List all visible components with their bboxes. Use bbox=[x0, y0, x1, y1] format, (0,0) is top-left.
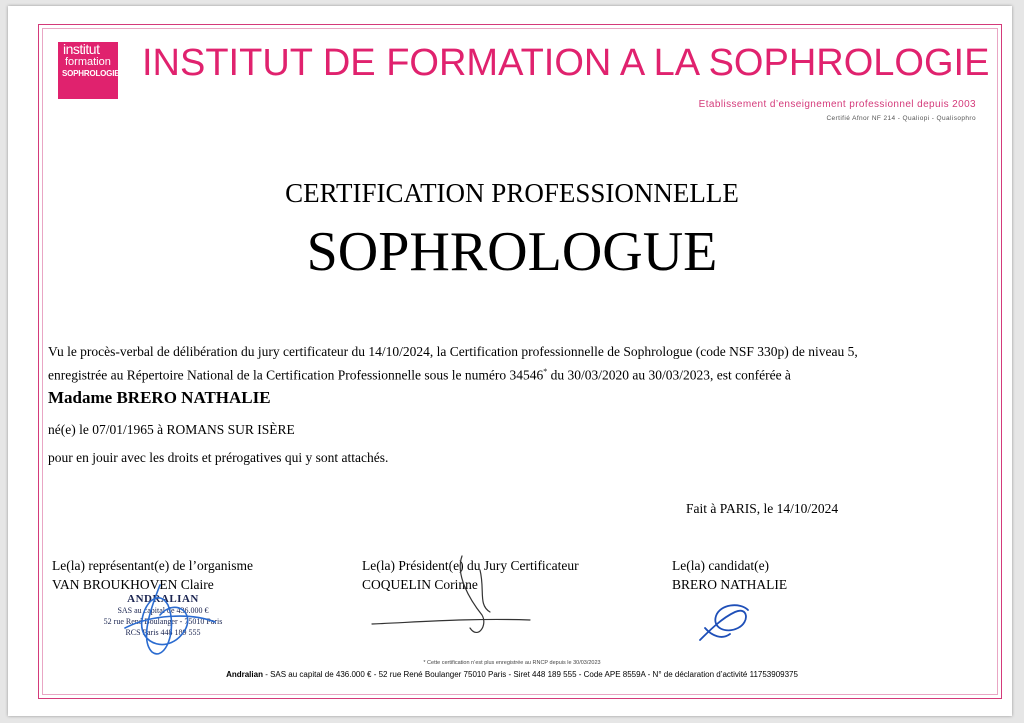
institute-subtitle: Etablissement d’enseignement professionnel depuis 2003 bbox=[698, 99, 976, 110]
body-line-2b: du 30/03/2020 au 30/03/2023, est conférée à bbox=[547, 367, 791, 383]
logo-text-sophrologie: SOPHROLOGIE bbox=[62, 69, 120, 78]
certificate-title: SOPHROLOGUE bbox=[306, 221, 718, 283]
footer-company: Andralian bbox=[226, 670, 263, 679]
signature-jury-president bbox=[372, 556, 530, 632]
company-footer bbox=[0, 670, 1024, 679]
stamp-rcs: RCS Paris 448 189 555 bbox=[125, 628, 201, 637]
logo-text-formation: formation bbox=[65, 56, 111, 68]
logo-text-institut: institut bbox=[63, 41, 100, 57]
body-line-2a: enregistrée au Répertoire National de la Certification Professionnelle sous le numéro 34546 bbox=[48, 367, 544, 383]
place-date: Fait à PARIS, le 14/10/2024 bbox=[686, 501, 839, 516]
certificate-type: CERTIFICATION PROFESSIONNELLE bbox=[285, 178, 739, 208]
signature-role: Le(la) représentant(e) de l’organisme bbox=[52, 558, 254, 573]
footnote-marker: * bbox=[543, 367, 548, 376]
stamp-address: 52 rue René Boulanger - 75010 Paris bbox=[103, 617, 223, 626]
signature-role: Le(la) Président(e) du Jury Certificateur bbox=[362, 558, 579, 573]
footer-details: - SAS au capital de 436.000 € - 52 rue René Boulanger 75010 Paris - Siret 448 189 555 - Code APE 8559A - N° de déclaration d’activité 11753909375 bbox=[262, 670, 798, 679]
signature-name: COQUELIN Corinne bbox=[362, 577, 478, 592]
signature-role: Le(la) candidat(e) bbox=[672, 558, 770, 573]
rncp-footnote: * Cette certification n’est plus enregistrée au RNCP depuis le 30/03/2023 bbox=[423, 660, 601, 666]
signature-name: BRERO NATHALIE bbox=[672, 577, 788, 592]
signature-candidate bbox=[700, 605, 748, 640]
rights-statement: pour en jouir avec les droits et prérogatives qui y sont attachés. bbox=[48, 450, 389, 465]
signature-representative bbox=[125, 585, 215, 654]
body-line-1: Vu le procès-verbal de délibération du jury certificateur du 14/10/2024, la Certification professionnelle de Sophrologue (code NSF 330p) de niveau 5, bbox=[48, 344, 858, 359]
stamp-company-name: ANDRALIAN bbox=[127, 593, 199, 605]
institute-title: INSTITUT DE FORMATION A LA SOPHROLOGIE bbox=[142, 42, 990, 84]
institute-certifications: Certifié Afnor NF 214 - Qualiopi - Qualisophro bbox=[826, 115, 976, 122]
signature-name: VAN BROUKHOVEN Claire bbox=[52, 577, 214, 592]
stamp-capital: SAS au capital de 436.000 € bbox=[117, 606, 209, 615]
holder-name: Madame BRERO NATHALIE bbox=[48, 388, 271, 407]
holder-birth: né(e) le 07/01/1965 à ROMANS SUR ISÈRE bbox=[48, 422, 295, 437]
